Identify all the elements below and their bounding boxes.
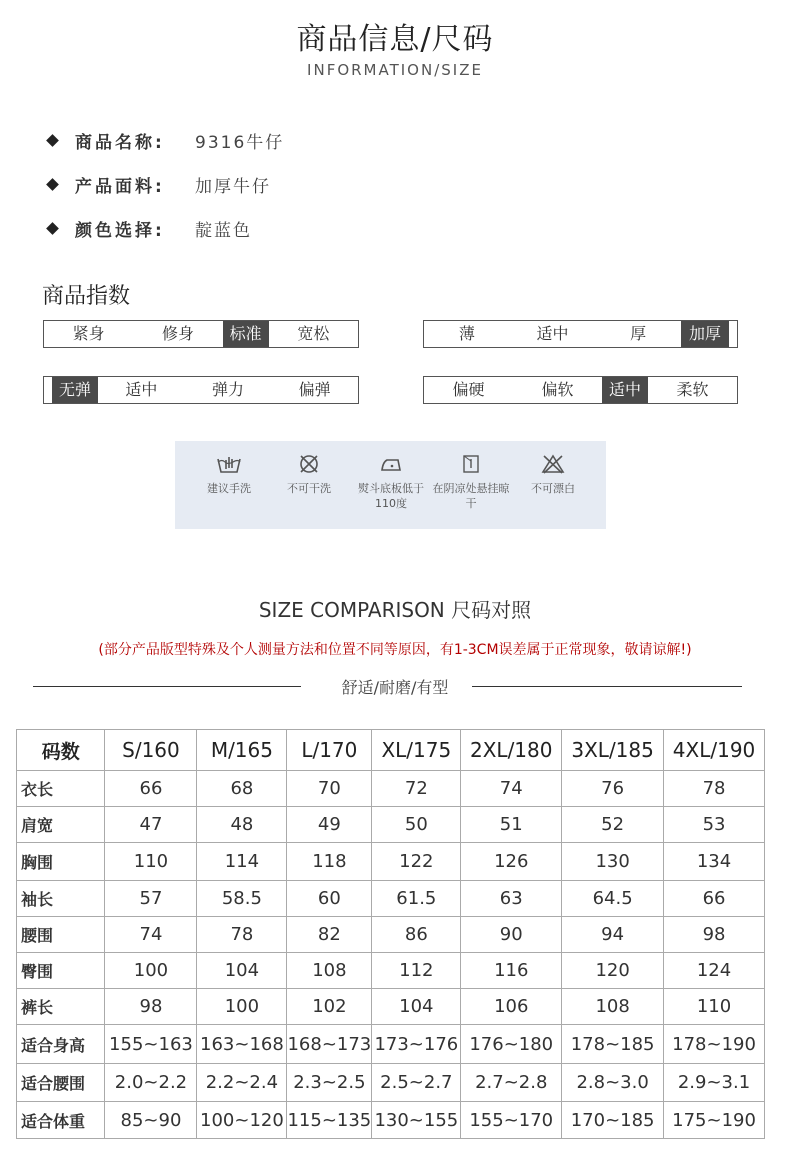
scale-option: 适中 (536, 324, 569, 343)
table-cell: 66 (664, 881, 765, 917)
scale-stretch (43, 376, 359, 404)
care-label: 不可漂白 (531, 482, 575, 495)
scale-option: 偏弹 (298, 380, 331, 399)
table-cell: 155~170 (461, 1102, 562, 1139)
care-item (351, 453, 431, 511)
table-cell: 120 (562, 953, 664, 989)
table-cell: 47 (105, 807, 197, 843)
table-cell: 50 (372, 807, 461, 843)
info-value: 9316牛仔 (195, 132, 285, 153)
table-cell: 112 (372, 953, 461, 989)
row-label-cell: 裤长 (17, 989, 105, 1025)
table-cell: 126 (461, 843, 562, 881)
table-cell: 76 (562, 771, 664, 807)
table-cell: 104 (197, 953, 287, 989)
table-row (17, 1025, 765, 1064)
care-item (189, 453, 269, 496)
scale-option: 偏软 (541, 380, 574, 399)
size-header-cell: 3XL/185 (562, 730, 664, 771)
care-label: 熨斗底板低于110度 (358, 482, 424, 510)
table-cell: 86 (372, 917, 461, 953)
row-label-cell: 肩宽 (17, 807, 105, 843)
size-header-cell: 2XL/180 (461, 730, 562, 771)
table-cell: 173~176 (372, 1025, 461, 1064)
table-cell: 63 (461, 881, 562, 917)
care-panel (175, 441, 606, 529)
table-cell: 2.2~2.4 (197, 1064, 287, 1102)
table-row (17, 807, 765, 843)
info-row-name (44, 128, 284, 152)
table-cell: 100~120 (197, 1102, 287, 1139)
table-cell: 124 (664, 953, 765, 989)
info-label: 颜色选择: (75, 220, 165, 241)
table-cell: 176~180 (461, 1025, 562, 1064)
size-section-title: SIZE COMPARISON 尺码对照 (258, 598, 532, 622)
care-label: 不可干洗 (287, 482, 331, 495)
size-header-cell: M/165 (197, 730, 287, 771)
no-dry-clean-icon (297, 453, 321, 475)
scale-option: 薄 (458, 324, 475, 343)
scale-thickness (423, 320, 738, 348)
hang-dry-shade-icon (459, 453, 483, 475)
scale-fit (43, 320, 359, 348)
row-label-cell: 腰围 (17, 917, 105, 953)
table-cell: 108 (562, 989, 664, 1025)
table-row (17, 771, 765, 807)
table-header-row (17, 730, 765, 771)
table-cell: 134 (664, 843, 765, 881)
scale-option: 弹力 (212, 380, 245, 399)
table-cell: 168~173 (287, 1025, 372, 1064)
table-cell: 2.9~3.1 (664, 1064, 765, 1102)
table-cell: 100 (197, 989, 287, 1025)
table-row (17, 1064, 765, 1102)
feature-tagline: 舒适/耐磨/有型 (341, 678, 449, 697)
scale-option: 适中 (125, 380, 158, 399)
scale-softness (423, 376, 738, 404)
page-title: 商品信息/尺码 (296, 22, 494, 57)
table-row (17, 1102, 765, 1139)
table-cell: 122 (372, 843, 461, 881)
table-cell: 58.5 (197, 881, 287, 917)
table-row (17, 989, 765, 1025)
table-corner-cell: 码数 (17, 730, 105, 771)
table-cell: 104 (372, 989, 461, 1025)
index-title: 商品指数 (42, 284, 131, 309)
table-cell: 155~163 (105, 1025, 197, 1064)
table-cell: 98 (664, 917, 765, 953)
table-cell: 110 (664, 989, 765, 1025)
row-label-cell: 袖长 (17, 881, 105, 917)
table-cell: 110 (105, 843, 197, 881)
scale-option-selected: 标准 (223, 321, 269, 347)
table-cell: 2.7~2.8 (461, 1064, 562, 1102)
info-row-fabric (44, 172, 271, 196)
table-cell: 68 (197, 771, 287, 807)
diamond-bullet-icon (46, 222, 59, 235)
table-cell: 94 (562, 917, 664, 953)
table-cell: 163~168 (197, 1025, 287, 1064)
scale-option-selected: 无弹 (52, 377, 98, 403)
table-cell: 57 (105, 881, 197, 917)
iron-low-icon (378, 453, 404, 475)
table-row (17, 843, 765, 881)
table-cell: 100 (105, 953, 197, 989)
table-cell: 52 (562, 807, 664, 843)
row-label-cell: 臀围 (17, 953, 105, 989)
care-item (431, 453, 511, 511)
row-label-cell: 适合腰围 (17, 1064, 105, 1102)
size-header-cell: XL/175 (372, 730, 461, 771)
diamond-bullet-icon (46, 178, 59, 191)
row-label-cell: 适合身高 (17, 1025, 105, 1064)
info-value: 靛蓝色 (195, 220, 252, 241)
table-cell: 2.3~2.5 (287, 1064, 372, 1102)
table-row (17, 881, 765, 917)
table-cell: 49 (287, 807, 372, 843)
scale-option: 厚 (630, 324, 647, 343)
size-header-cell: L/170 (287, 730, 372, 771)
size-note: (部分产品版型特殊及个人测量方法和位置不同等原因，有1-3CM误差属于正常现象，敬请谅解!) (98, 642, 692, 658)
table-cell: 70 (287, 771, 372, 807)
table-cell: 78 (197, 917, 287, 953)
table-cell: 102 (287, 989, 372, 1025)
table-cell: 51 (461, 807, 562, 843)
diamond-bullet-icon (46, 134, 59, 147)
table-cell: 170~185 (562, 1102, 664, 1139)
size-table (16, 729, 765, 1139)
table-cell: 108 (287, 953, 372, 989)
info-row-color (44, 216, 252, 240)
table-cell: 115~135 (287, 1102, 372, 1139)
table-cell: 90 (461, 917, 562, 953)
table-cell: 64.5 (562, 881, 664, 917)
table-cell: 66 (105, 771, 197, 807)
table-cell: 60 (287, 881, 372, 917)
table-cell: 2.0~2.2 (105, 1064, 197, 1102)
table-cell: 2.8~3.0 (562, 1064, 664, 1102)
table-cell: 85~90 (105, 1102, 197, 1139)
info-value: 加厚牛仔 (195, 176, 271, 197)
size-header-cell: S/160 (105, 730, 197, 771)
table-row (17, 917, 765, 953)
table-cell: 2.5~2.7 (372, 1064, 461, 1102)
table-cell: 78 (664, 771, 765, 807)
scale-option-selected: 适中 (602, 377, 648, 403)
scale-option: 紧身 (72, 324, 105, 343)
table-cell: 130 (562, 843, 664, 881)
table-cell: 74 (105, 917, 197, 953)
care-item (513, 453, 593, 496)
table-cell: 61.5 (372, 881, 461, 917)
table-cell: 48 (197, 807, 287, 843)
table-row (17, 953, 765, 989)
table-cell: 53 (664, 807, 765, 843)
page-subtitle: INFORMATION/SIZE (307, 61, 483, 79)
info-label: 商品名称: (75, 132, 165, 153)
row-label-cell: 适合体重 (17, 1102, 105, 1139)
scale-option: 宽松 (297, 324, 330, 343)
scale-option: 偏硬 (452, 380, 485, 399)
size-header-cell: 4XL/190 (664, 730, 765, 771)
table-cell: 106 (461, 989, 562, 1025)
table-cell: 72 (372, 771, 461, 807)
table-cell: 178~190 (664, 1025, 765, 1064)
care-item (269, 453, 349, 496)
hand-wash-icon (216, 453, 242, 475)
scale-option: 修身 (161, 324, 194, 343)
table-cell: 74 (461, 771, 562, 807)
row-label-cell: 胸围 (17, 843, 105, 881)
table-cell: 82 (287, 917, 372, 953)
scale-option: 柔软 (676, 380, 709, 399)
table-cell: 116 (461, 953, 562, 989)
table-cell: 175~190 (664, 1102, 765, 1139)
row-label-cell: 衣长 (17, 771, 105, 807)
table-cell: 130~155 (372, 1102, 461, 1139)
info-label: 产品面料: (75, 176, 165, 197)
care-label: 建议手洗 (207, 482, 251, 495)
table-cell: 114 (197, 843, 287, 881)
table-cell: 118 (287, 843, 372, 881)
care-label: 在阴凉处悬挂晾干 (432, 482, 510, 510)
scale-option-selected: 加厚 (681, 321, 729, 347)
table-cell: 98 (105, 989, 197, 1025)
table-cell: 178~185 (562, 1025, 664, 1064)
no-bleach-icon (540, 453, 566, 475)
